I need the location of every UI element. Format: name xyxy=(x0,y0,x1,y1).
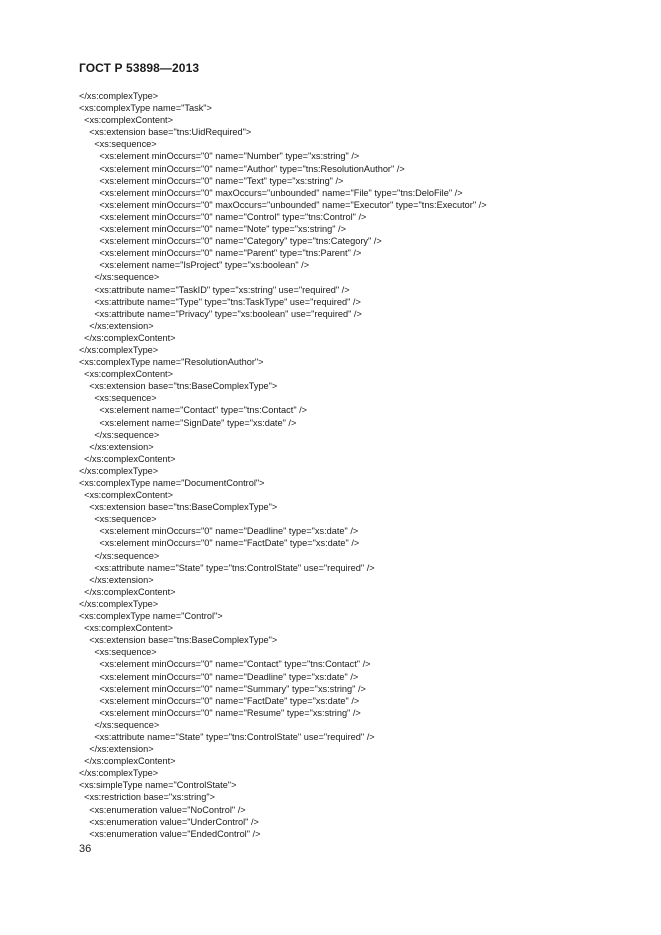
code-line: <xs:element minOccurs="0" name="Number" type="xs:string" /> xyxy=(79,151,360,162)
code-line: <xs:attribute name="TaskID" type="xs:string" use="required" /> xyxy=(79,284,350,295)
code-line: <xs:element minOccurs="0" name="FactDate" type="xs:date" /> xyxy=(79,538,360,549)
code-line: <xs:element name="IsProject" type="xs:boolean" /> xyxy=(79,260,310,271)
code-line: <xs:sequence> xyxy=(79,139,157,150)
code-line: <xs:element minOccurs="0" name="Category" type="tns:Category" /> xyxy=(79,236,382,247)
code-line: <xs:element name="SignDate" type="xs:date" /> xyxy=(79,417,297,428)
code-line: <xs:complexContent> xyxy=(79,369,173,380)
page-header: ГОСТ Р 53898—2013 xyxy=(79,61,200,75)
code-line: <xs:element minOccurs="0" name="Text" type="xs:string" /> xyxy=(79,175,344,186)
code-line: <xs:element minOccurs="0" name="Control" type="tns:Control" /> xyxy=(79,211,367,222)
page-number: 36 xyxy=(79,843,92,855)
code-line: <xs:complexType name="ResolutionAuthor"> xyxy=(79,357,264,368)
code-line: </xs:complexType> xyxy=(79,465,159,476)
xml-schema-listing xyxy=(79,90,487,840)
code-line: <xs:complexContent> xyxy=(79,623,173,634)
code-line: <xs:simpleType name="ControlState"> xyxy=(79,780,237,791)
code-line: </xs:complexContent> xyxy=(79,756,176,767)
code-line: <xs:element minOccurs="0" name="Parent" type="tns:Parent" /> xyxy=(79,248,362,259)
code-line: <xs:complexType name="DocumentControl"> xyxy=(79,478,265,488)
code-line: <xs:enumeration value="EndedControl" /> xyxy=(79,828,261,839)
code-line: <xs:element minOccurs="0" maxOccurs="unbounded" name="File" type="tns:DeloFile" /> xyxy=(79,187,463,198)
code-line: <xs:enumeration value="UnderControl" /> xyxy=(79,816,259,827)
code-line: </xs:complexType> xyxy=(79,768,159,779)
code-line: <xs:element minOccurs="0" name="Deadline" type="xs:date" /> xyxy=(79,526,359,537)
code-line: <xs:element minOccurs="0" name="Summary" type="xs:string" /> xyxy=(79,683,366,694)
code-line: </xs:sequence> xyxy=(79,719,160,730)
code-line: </xs:complexType> xyxy=(79,344,159,355)
code-line: <xs:restriction base="xs:string"> xyxy=(79,792,215,803)
code-line: </xs:complexType> xyxy=(79,91,159,101)
code-line: <xs:element minOccurs="0" name="Resume" type="xs:string" /> xyxy=(79,707,361,718)
code-line: <xs:element minOccurs="0" name="Deadline" type="xs:date" /> xyxy=(79,671,359,682)
code-line: <xs:attribute name="State" type="tns:ControlState" use="required" /> xyxy=(79,731,375,742)
code-line: </xs:extension> xyxy=(79,574,154,585)
code-line: <xs:extension base="tns:UidRequired"> xyxy=(79,127,252,138)
code-line: </xs:extension> xyxy=(79,744,154,755)
code-line: <xs:extension base="tns:BaseComplexType"> xyxy=(79,502,278,513)
code-line: <xs:element minOccurs="0" name="Contact" type="tns:Contact" /> xyxy=(79,659,371,670)
code-line: <xs:extension base="tns:BaseComplexType"> xyxy=(79,381,278,392)
code-line: <xs:complexType name="Control"> xyxy=(79,611,223,622)
code-line: <xs:enumeration value="NoControl" /> xyxy=(79,804,246,815)
code-line: <xs:sequence> xyxy=(79,514,157,525)
code-line: </xs:complexContent> xyxy=(79,332,176,343)
code-line: </xs:complexType> xyxy=(79,598,159,609)
code-line: </xs:complexContent> xyxy=(79,453,176,464)
code-line: <xs:element name="Contact" type="tns:Contact" /> xyxy=(79,405,308,416)
code-line: <xs:element minOccurs="0" name="Author" type="tns:ResolutionAuthor" /> xyxy=(79,163,405,174)
code-line: <xs:complexContent> xyxy=(79,115,173,126)
code-line: <xs:element minOccurs="0" name="FactDate" type="xs:date" /> xyxy=(79,695,360,706)
code-line: <xs:sequence> xyxy=(79,393,157,404)
code-line: <xs:attribute name="Privacy" type="xs:boolean" use="required" /> xyxy=(79,308,362,319)
code-line: <xs:attribute name="Type" type="tns:TaskType" use="required" /> xyxy=(79,296,361,307)
code-line: <xs:attribute name="State" type="tns:ControlState" use="required" /> xyxy=(79,562,375,573)
code-line: </xs:sequence> xyxy=(79,429,160,440)
code-line: </xs:sequence> xyxy=(79,272,160,283)
code-line: </xs:extension> xyxy=(79,320,154,331)
code-line: <xs:complexContent> xyxy=(79,490,173,501)
code-line: <xs:complexType name="Task"> xyxy=(79,103,212,114)
code-line: </xs:extension> xyxy=(79,441,154,452)
code-line: <xs:extension base="tns:BaseComplexType"> xyxy=(79,635,278,646)
code-line: <xs:sequence> xyxy=(79,647,157,658)
code-line: </xs:sequence> xyxy=(79,550,160,561)
code-line: </xs:complexContent> xyxy=(79,586,176,597)
code-line: <xs:element minOccurs="0" name="Note" type="xs:string" /> xyxy=(79,224,346,235)
code-line: <xs:element minOccurs="0" maxOccurs="unbounded" name="Executor" type="tns:Executor" /> xyxy=(79,199,487,210)
